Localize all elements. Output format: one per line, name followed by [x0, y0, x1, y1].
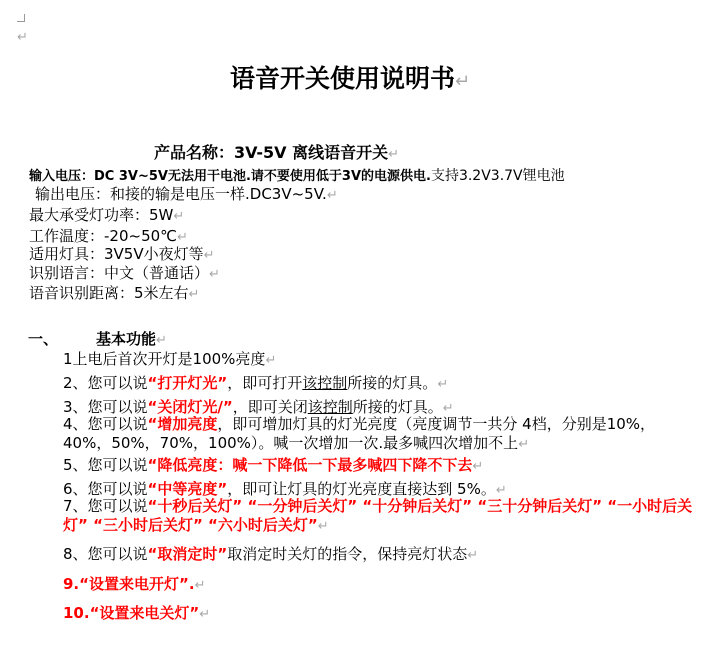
paragraph-mark: ↵ — [472, 459, 484, 474]
paragraph-mark: ↵ — [317, 519, 329, 534]
list-item: 1上电后首次开灯是100%亮度↵ — [63, 350, 277, 368]
list-item: 6、您可以说“中等亮度”，即可让灯具的灯光亮度直接达到 5%。↵ — [63, 480, 507, 498]
paragraph-mark: ↵ — [199, 607, 211, 622]
paragraph-mark: ↵ — [467, 548, 479, 563]
list-item: 7、您可以说“十秒后关灯” “一分钟后关灯” “十分钟后关灯” “三十分钟后关灯” “一小时后关灯” “三小时后关灯” “六小时后关灯”↵ — [63, 497, 693, 534]
paragraph-mark: ↵ — [194, 578, 206, 593]
voice-command: “关闭灯光/” — [147, 398, 233, 416]
paragraph-mark: ↵ — [188, 287, 200, 302]
spec-language: 识别语言：中文（普通话）↵ — [29, 264, 220, 282]
paragraph-mark: ↵ — [442, 401, 454, 416]
voice-command: “中等亮度” — [147, 480, 228, 498]
spec-temperature: 工作温度：-20~50℃↵ — [29, 227, 188, 245]
voice-command: 10.“设置来电关灯” — [63, 604, 200, 622]
paragraph-mark: ↵ — [177, 230, 188, 245]
voice-command: “打开灯光” — [147, 374, 228, 392]
paragraph-mark: ↵ — [17, 30, 28, 45]
list-item: 5、您可以说“降低亮度：喊一下降低一下最多喊四下降不下去↵ — [63, 456, 484, 474]
document-title: 语音开关使用说明书↵ — [230, 64, 471, 93]
paragraph-mark: ↵ — [495, 483, 507, 498]
margin-corner-mark — [17, 14, 25, 22]
list-item — [63, 602, 210, 623]
list-item — [63, 573, 205, 594]
spec-max-power: 最大承受灯功率：5W↵ — [29, 206, 185, 224]
list-item: 3、您可以说“关闭灯光/”，即可关闭该控制所接的灯具。↵ — [63, 398, 454, 416]
list-item: 2、您可以说“打开灯光”，即可打开该控制所接的灯具。↵ — [63, 374, 449, 392]
section-number: 一、 — [28, 330, 59, 348]
paragraph-mark: ↵ — [209, 267, 220, 282]
paragraph-mark: ↵ — [173, 209, 185, 224]
spec-input-voltage: 输入电压：DC 3V~5V无法用干电池.请不要使用低于3V的电源供电.支持3.2V3.7V锂电池 — [29, 168, 565, 184]
voice-command: “增加亮度 — [147, 415, 218, 433]
paragraph-mark: ↵ — [455, 71, 471, 92]
paragraph-mark: ↵ — [156, 333, 167, 348]
paragraph-mark: ↵ — [388, 147, 399, 162]
product-name: 产品名称：3V-5V 离线语音开关↵ — [154, 143, 399, 162]
spec-output-voltage: 输出电压：和接的输是电压一样.DC3V~5V.↵ — [35, 185, 338, 203]
voice-command: “降低亮度：喊一下降低一下最多喊四下降不下去 — [147, 456, 473, 474]
spec-lamps: 适用灯具：3V5V小夜灯等↵ — [29, 245, 215, 263]
voice-command: 9.“设置来电开灯”. — [63, 575, 195, 593]
paragraph-mark: ↵ — [203, 248, 215, 263]
paragraph-mark: ↵ — [518, 437, 530, 452]
section-heading: 一、 基本功能↵ — [28, 330, 167, 348]
spec-distance: 语音识别距离：5米左右↵ — [29, 284, 200, 302]
list-item: 4、您可以说“增加亮度，即可增加灯具的灯光亮度（亮度调节一共分 4档，分别是10%，40%，50%，70%，100%）。喊一次增加一次.最多喊四次增加不上↵ — [63, 415, 656, 452]
paragraph-mark: ↵ — [437, 377, 449, 392]
paragraph-mark: ↵ — [265, 353, 277, 368]
list-item: 8、您可以说“取消定时”取消定时关灯的指令，保持亮灯状态↵ — [63, 545, 479, 563]
voice-command: “十秒后关灯” “一分钟后关灯” “十分钟后关灯” “三十分钟后关灯” “一小时后关灯” “三小时后关灯” “六小时后关灯” — [63, 497, 693, 534]
voice-command: “取消定时” — [147, 545, 228, 563]
paragraph-mark: ↵ — [326, 188, 338, 203]
